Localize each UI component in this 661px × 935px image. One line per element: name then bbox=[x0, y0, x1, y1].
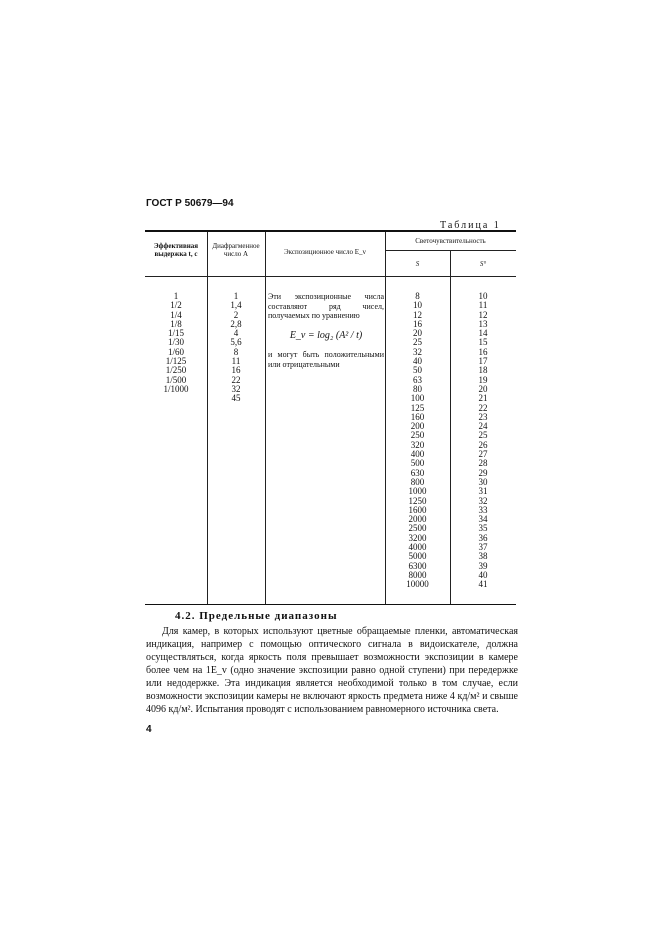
table-cell: 400 bbox=[410, 449, 425, 460]
table-cell: 29 bbox=[478, 467, 488, 478]
table-cell: 20 bbox=[413, 328, 422, 339]
ev-text-2: и могут быть положительными или отрицательными bbox=[268, 350, 384, 369]
table-cell: 1/60 bbox=[167, 346, 184, 357]
page-number: 4 bbox=[146, 724, 152, 735]
table-cell: 1 bbox=[233, 291, 239, 301]
table-cell: 34 bbox=[478, 514, 488, 525]
table-cell: 1250 bbox=[408, 495, 427, 506]
table-cell: 25 bbox=[413, 337, 422, 348]
table-cell: 1/30 bbox=[167, 337, 184, 348]
table-cell: 8 bbox=[415, 291, 420, 301]
table-cell: 31 bbox=[478, 486, 488, 497]
table-caption: Таблица 1 bbox=[440, 220, 501, 231]
table-cell: 40 bbox=[413, 356, 422, 367]
table-cell: 3200 bbox=[408, 532, 427, 543]
table-cell: 45 bbox=[231, 393, 241, 404]
table-cell: 800 bbox=[410, 476, 425, 487]
header-aperture: Диафрагменное число A bbox=[212, 242, 260, 258]
table-cell: 63 bbox=[413, 374, 422, 385]
header-s-deg: S° bbox=[479, 260, 487, 268]
table-cell: 27 bbox=[478, 449, 488, 460]
table-cell: 50 bbox=[413, 365, 422, 376]
exposure-column bbox=[145, 292, 207, 394]
table-cell: 26 bbox=[478, 439, 488, 450]
section-text: Для камер, в которых используют цветные обращаемые пленки, автоматическая индикация, например с помощью оптического сигнала в видоискателе, должна осуществляться, когда яркость поля превышает возможности экспозиции в камере более чем на 1E_v (одно значение экспозиции равно одной ступени) при передержке или недодержке. Эта индикация является необходимой только в том случае, если возможности экспозиции камеры не включают яркость предмета ниже 4 кд/м² и свыше 4096 кд/м². Испытания проводят с использованием равномерного источника света. bbox=[146, 626, 518, 715]
table-cell: 4 bbox=[233, 328, 239, 339]
table-cell: 5000 bbox=[408, 551, 427, 562]
header-exposure: Эффективная выдержка t, с bbox=[153, 242, 199, 258]
table-cell: 8000 bbox=[408, 569, 427, 580]
table-cell: 15 bbox=[478, 337, 488, 348]
table-cell: 1000 bbox=[408, 486, 427, 497]
table-cell: 23 bbox=[478, 411, 488, 422]
table-cell: 500 bbox=[410, 458, 425, 469]
table-cell: 1/8 bbox=[170, 318, 182, 329]
s-column bbox=[385, 292, 450, 590]
table-cell: 14 bbox=[478, 328, 488, 339]
table-cell: 40 bbox=[478, 569, 488, 580]
table-cell: 1/15 bbox=[167, 328, 184, 339]
table-cell: 36 bbox=[478, 532, 488, 543]
table-cell: 2 bbox=[233, 309, 239, 320]
table-cell: 100 bbox=[410, 393, 425, 404]
ev-text-1: Эти экспозиционные числа составляют ряд чисел, получаемых по уравнению bbox=[268, 292, 384, 320]
table-cell: 32 bbox=[478, 495, 488, 506]
table-cell: 1/250 bbox=[165, 365, 187, 376]
table-cell: 22 bbox=[478, 402, 488, 413]
table-cell: 6300 bbox=[408, 560, 427, 571]
table-cell: 20 bbox=[478, 383, 488, 394]
header-s: S bbox=[415, 260, 420, 268]
table-cell: 1600 bbox=[408, 504, 427, 515]
header-sensitivity: Светочувствительность bbox=[415, 237, 486, 245]
table-cell: 16 bbox=[413, 318, 422, 329]
table-cell: 11 bbox=[478, 300, 488, 311]
exposure-table bbox=[145, 230, 516, 605]
aperture-column bbox=[207, 292, 265, 404]
table-cell: 13 bbox=[478, 318, 488, 329]
table-cell: 1,4 bbox=[230, 300, 242, 311]
table-cell: 2000 bbox=[408, 514, 427, 525]
section-block bbox=[146, 609, 518, 736]
table-cell: 30 bbox=[478, 476, 488, 487]
table-cell: 24 bbox=[478, 421, 488, 432]
table-cell: 16 bbox=[478, 346, 488, 357]
header-ev: Экспозиционное число E_v bbox=[283, 248, 367, 256]
table-cell: 21 bbox=[478, 393, 488, 404]
table-cell: 4000 bbox=[408, 542, 427, 553]
table-cell: 35 bbox=[478, 523, 488, 534]
table-cell: 1/4 bbox=[170, 309, 182, 320]
table-cell: 1/2 bbox=[170, 300, 182, 311]
document-id: ГОСТ Р 50679—94 bbox=[146, 198, 234, 209]
table-cell: 17 bbox=[478, 356, 488, 367]
table-cell: 18 bbox=[478, 365, 488, 376]
table-cell: 38 bbox=[478, 551, 488, 562]
table-cell: 37 bbox=[478, 542, 488, 553]
table-cell: 11 bbox=[231, 356, 241, 367]
table-cell: 10 bbox=[413, 300, 422, 311]
table-cell: 320 bbox=[410, 439, 425, 450]
section-title: 4.2. Предельные диапазоны bbox=[175, 610, 338, 622]
table-cell: 19 bbox=[478, 374, 488, 385]
table-cell: 8 bbox=[233, 346, 239, 357]
table-cell: 1/125 bbox=[165, 356, 187, 367]
table-cell: 1 bbox=[173, 291, 179, 301]
table-cell: 125 bbox=[410, 402, 425, 413]
table-cell: 22 bbox=[231, 374, 241, 385]
table-cell: 80 bbox=[413, 383, 422, 394]
table-cell: 1/1000 bbox=[163, 383, 189, 394]
table-cell: 28 bbox=[478, 458, 488, 469]
table-cell: 250 bbox=[410, 430, 425, 441]
s-deg-column bbox=[450, 292, 516, 590]
table-cell: 200 bbox=[410, 421, 425, 432]
table-cell: 2,8 bbox=[230, 318, 242, 329]
table-cell: 32 bbox=[413, 346, 422, 357]
table-cell: 2500 bbox=[408, 523, 427, 534]
table-cell: 32 bbox=[231, 383, 241, 394]
table-cell: 16 bbox=[231, 365, 241, 376]
table-cell: 12 bbox=[478, 309, 488, 320]
ev-formula: E_v = log₂ (A² / t) bbox=[289, 329, 363, 341]
ev-description bbox=[268, 292, 384, 369]
table-cell: 25 bbox=[478, 430, 488, 441]
table-cell: 33 bbox=[478, 504, 488, 515]
table-cell: 10000 bbox=[406, 579, 429, 590]
table-cell: 10 bbox=[478, 291, 488, 301]
table-cell: 12 bbox=[413, 309, 422, 320]
table-cell: 39 bbox=[478, 560, 488, 571]
table-cell: 41 bbox=[478, 579, 488, 590]
table-cell: 630 bbox=[410, 467, 425, 478]
table-cell: 1/500 bbox=[165, 374, 187, 385]
table-cell: 5,6 bbox=[230, 337, 242, 348]
table-cell: 160 bbox=[410, 411, 425, 422]
